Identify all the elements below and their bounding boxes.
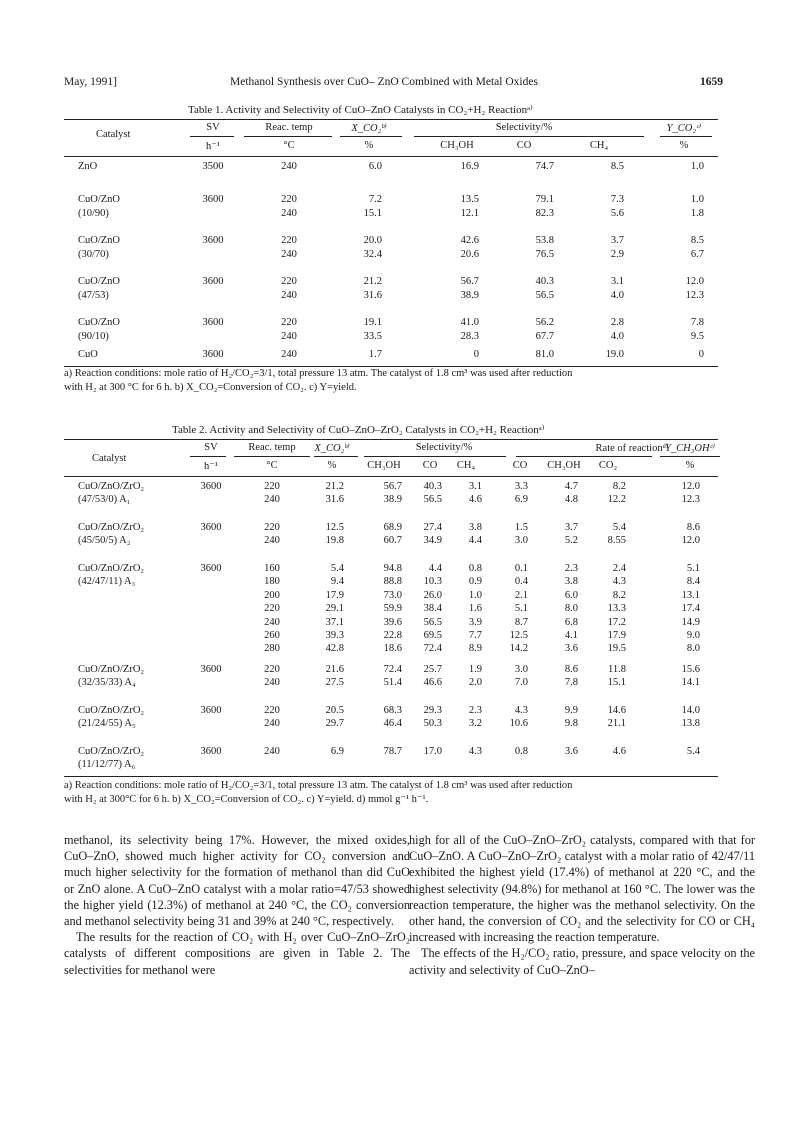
table1-cell-x: 32.4: [363, 248, 382, 260]
table2-cell-sv: 3600: [200, 746, 222, 757]
table2-cell-r_ch3oh: 2.3: [564, 563, 578, 574]
table2-top-rule: [64, 439, 718, 440]
table2-cell-x: 29.7: [325, 718, 344, 730]
table2-cell-r_co2: 13.3: [607, 603, 626, 615]
table2-cell-temp: 240: [264, 616, 280, 628]
table2-cell-s_ch4: 3.2: [468, 718, 482, 730]
table1-cell-y: 0: [698, 349, 704, 360]
table2-cell-s_co: 25.7: [423, 664, 442, 675]
table1-cell-ch3oh: 16.9: [460, 161, 479, 172]
table2-cell-x: 31.6: [325, 494, 344, 506]
table2-cell-x: 42.8: [325, 643, 344, 655]
table2-cell-s_ch3oh: 38.9: [383, 494, 402, 506]
table2-cell-s_ch4: 1.9: [468, 664, 482, 675]
t1-head-selectivity: Selectivity/%: [495, 122, 553, 133]
table2-cell-y: 12.0: [681, 535, 700, 547]
table2-cell-sv: 3600: [200, 664, 222, 675]
table2-cell-temp: 200: [264, 589, 280, 601]
table2-cell-y: 13.8: [681, 718, 700, 730]
t2-head-xco2: X_CO₂ᵇ⁾: [314, 443, 350, 454]
table1-cell-co: 56.2: [535, 317, 554, 328]
table2-cell-r_co2: 8.55: [607, 535, 626, 547]
table1-cell-co: 40.3: [535, 276, 554, 287]
table2-cell-r_co2: 17.9: [607, 630, 626, 641]
table2-cell-r_co: 12.5: [509, 630, 528, 641]
table1-cell-catalyst: (47/53): [78, 289, 109, 301]
body-left-column: [64, 832, 410, 978]
table2-cell-catalyst: (47/53/0) A₁: [78, 494, 131, 506]
table1-cell-ch4: 2.8: [610, 317, 624, 328]
t2-head-temp-unit: °C: [266, 460, 278, 471]
table2-cell-r_co2: 14.6: [607, 705, 626, 716]
table1-cell-y: 8.5: [690, 235, 704, 246]
t2-head-r-co2: CO₂: [598, 460, 618, 471]
t2-head-sv-unit: h⁻¹: [204, 461, 218, 472]
table1-cell-ch3oh: 41.0: [460, 317, 479, 328]
table2-cell-catalyst: CuO/ZnO/ZrO₂: [78, 522, 145, 533]
table1-cell-ch3oh: 42.6: [460, 235, 479, 246]
table2-cell-s_ch4: 3.8: [468, 522, 482, 533]
t2-head-sv: SV: [204, 442, 218, 453]
table2-cell-r_ch3oh: 5.2: [564, 535, 578, 547]
table2-cell-s_co: 46.6: [423, 677, 442, 689]
table2-cell-s_co: 56.5: [423, 494, 442, 506]
table2-cell-y: 14.0: [681, 705, 700, 716]
table2-cell-r_co2: 5.4: [612, 522, 626, 533]
table2-cell-temp: 180: [264, 576, 280, 588]
t2-head-r-co: CO: [512, 460, 528, 471]
table2-cell-s_co: 27.4: [423, 522, 442, 533]
t1-head-sv-unit: h⁻¹: [206, 141, 220, 152]
table2-cell-r_ch3oh: 3.7: [564, 522, 578, 533]
table2-cell-x: 9.4: [330, 576, 344, 588]
t2-head-rate: Rate of reactionᵈ⁾: [595, 443, 669, 454]
table2-cell-s_co: 17.0: [423, 746, 442, 757]
table1-cell-y: 12.0: [685, 276, 704, 287]
body-paragraph: high for all of the CuO–ZnO–ZrO₂ catalysts, compared with that for CuO–ZnO. A CuO–ZnO–ZrO₂ catalyst with a molar ratio of 42/47/11 exhibited the highest yield (17.4%) of methanol at 220 °C, and the highest selectivity (94.8%) for methanol at 160 °C. The lower was the reaction temperature, the higher was the methanol selectivity. On the other hand, the conversion of CO₂ and the selectivity for CO or CH₄ increased with increasing the reaction temperature.: [409, 833, 755, 945]
table2-cell-s_ch3oh: 78.7: [383, 746, 402, 757]
table1-cell-ch3oh: 28.3: [460, 330, 479, 342]
table2-cell-y: 8.0: [686, 643, 700, 655]
table2-cell-sv: 3600: [200, 563, 222, 574]
table2-cell-x: 19.8: [325, 535, 344, 547]
table1-cell-temp: 240: [281, 161, 297, 172]
table2-cell-r_ch3oh: 3.6: [564, 746, 578, 757]
table2-cell-y: 5.4: [686, 746, 700, 757]
table2-cell-s_ch3oh: 94.8: [383, 563, 402, 574]
table2-cell-s_ch3oh: 51.4: [383, 677, 402, 689]
table2-cell-s_co: 72.4: [423, 643, 442, 655]
table2-cell-s_ch4: 3.9: [468, 616, 482, 628]
table2-cell-r_co: 7.0: [514, 677, 528, 689]
table2-cell-s_co: 26.0: [423, 589, 442, 601]
table2-cell-catalyst: CuO/ZnO/ZrO₂: [78, 563, 145, 574]
table2-title: Table 2. Activity and Selectivity of CuO–ZnO–ZrO₂ Catalysts in CO₂+H₂ Reactionᵃ⁾: [172, 424, 545, 436]
table2-cell-catalyst: (11/12/77) A₆: [78, 759, 136, 771]
table2-cell-sv: 3600: [200, 481, 222, 492]
table2-cell-y: 14.9: [681, 616, 700, 628]
table1-cell-x: 21.2: [363, 276, 382, 287]
table1-cell-x: 19.1: [363, 317, 382, 328]
table2-cell-y: 8.6: [686, 522, 700, 533]
table1-cell-ch4: 7.3: [610, 194, 624, 205]
table2-cell-r_ch3oh: 8.0: [564, 603, 578, 615]
table2-cell-y: 12.3: [681, 494, 700, 506]
table2-cell-s_ch4: 2.0: [468, 677, 482, 689]
table1-cell-co: 76.5: [535, 248, 554, 260]
table1-cell-ch4: 19.0: [605, 349, 624, 360]
table2-cell-temp: 160: [264, 563, 280, 574]
table2-cell-r_ch3oh: 6.8: [564, 616, 578, 628]
t2-head-r-ch3oh: CH₃OH: [547, 460, 581, 471]
table2-cell-r_ch3oh: 4.7: [564, 481, 578, 492]
t1-head-temp-unit: °C: [283, 140, 295, 151]
table1-cell-ch4: 5.6: [610, 207, 624, 219]
table2-cell-temp: 240: [264, 677, 280, 689]
table1-cell-x: 33.5: [363, 330, 382, 342]
table2-cell-r_co2: 8.2: [612, 481, 626, 492]
table1-cell-ch4: 3.7: [610, 235, 624, 246]
table2-cell-x: 27.5: [325, 677, 344, 689]
table2-cell-s_ch3oh: 18.6: [383, 643, 402, 655]
table2-cell-r_co2: 19.5: [607, 643, 626, 655]
table2-cell-x: 12.5: [325, 522, 344, 533]
t2-head-x-unit: %: [327, 460, 337, 471]
table2-cell-x: 29.1: [325, 603, 344, 615]
table2-cell-catalyst: (42/47/11) A₃: [78, 576, 136, 588]
t2-head-ych3oh: Y_CH₃OHᶜ⁾: [665, 443, 715, 454]
table2-cell-temp: 220: [264, 481, 280, 492]
table2-cell-s_ch3oh: 88.8: [383, 576, 402, 588]
t1-head-catalyst: Catalyst: [96, 129, 131, 140]
table2-cell-r_ch3oh: 7.8: [564, 677, 578, 689]
table2-cell-r_co2: 8.2: [612, 589, 626, 601]
t1-head-co: CO: [516, 140, 532, 151]
table1-cell-catalyst: CuO/ZnO: [78, 235, 120, 246]
table2-cell-r_co: 3.0: [514, 664, 528, 675]
table1-cell-co: 74.7: [535, 161, 554, 172]
table2-cell-s_ch3oh: 73.0: [383, 589, 402, 601]
table2-cell-s_ch4: 8.9: [468, 643, 482, 655]
table1-cell-y: 1.0: [690, 194, 704, 205]
table1-cell-sv: 3500: [202, 161, 224, 172]
body-paragraph: The results for the reaction of CO₂ with H₂ over CuO–ZnO–ZrO₂ catalysts of different compositions are given in Table 2. The selectivities for methanol were: [64, 930, 410, 977]
table2-cell-s_co: 38.4: [423, 603, 442, 615]
table2-cell-catalyst: CuO/ZnO/ZrO₂: [78, 481, 145, 492]
table2-cell-y: 17.4: [681, 603, 700, 615]
table1-cell-catalyst: (30/70): [78, 248, 109, 260]
t1-head-x-unit: %: [364, 140, 374, 151]
table1-cell-temp: 240: [281, 248, 297, 260]
table1-cell-catalyst: CuO/ZnO: [78, 276, 120, 287]
table1-cell-co: 81.0: [535, 349, 554, 360]
table2-cell-y: 15.6: [681, 664, 700, 675]
table1-cell-ch4: 3.1: [610, 276, 624, 287]
table2-cell-temp: 240: [264, 494, 280, 506]
table2-cell-x: 6.9: [330, 746, 344, 757]
table2-cell-s_ch3oh: 68.3: [383, 705, 402, 716]
table1-footnote-2: with H₂ at 300 °C for 6 h. b) X_CO₂=Conversion of CO₂. c) Y=yield.: [64, 382, 357, 393]
table2-cell-s_ch3oh: 68.9: [383, 522, 402, 533]
table2-cell-y: 5.1: [686, 563, 700, 574]
body-right-column: [409, 832, 755, 978]
table2-cell-s_ch4: 0.8: [468, 563, 482, 574]
table2-cell-r_co: 14.2: [509, 643, 528, 655]
t2-head-temp: Reac. temp: [248, 442, 296, 453]
table2-cell-x: 37.1: [325, 616, 344, 628]
table1-cell-x: 20.0: [363, 235, 382, 246]
table2-cell-r_ch3oh: 8.6: [564, 664, 578, 675]
table1-cell-ch3oh: 20.6: [460, 248, 479, 260]
t2-head-s-co: CO: [422, 460, 438, 471]
table2-cell-s_ch4: 1.6: [468, 603, 482, 615]
table1-cell-temp: 240: [281, 349, 297, 360]
table1-cell-x: 7.2: [368, 194, 382, 205]
table1-cell-ch4: 4.0: [610, 330, 624, 342]
table2-cell-catalyst: (32/35/33) A₄: [78, 677, 136, 689]
t1-head-xco2: X_CO₂ᵇ⁾: [351, 123, 387, 134]
table2-cell-x: 21.2: [325, 481, 344, 492]
table2-cell-s_ch4: 7.7: [468, 630, 482, 641]
table1-cell-temp: 220: [281, 276, 297, 287]
table2-cell-temp: 260: [264, 630, 280, 641]
table2-cell-s_ch3oh: 72.4: [383, 664, 402, 675]
page-number: 1659: [700, 76, 723, 88]
t2-head-catalyst: Catalyst: [92, 453, 127, 464]
table2-cell-r_ch3oh: 9.9: [564, 705, 578, 716]
table2-cell-r_co: 0.1: [514, 563, 528, 574]
table2-cell-r_co: 3.3: [514, 481, 528, 492]
body-paragraph: The effects of the H₂/CO₂ ratio, pressure, and space velocity on the activity and selectivity of CuO–ZnO–: [409, 946, 755, 977]
table2-cell-s_ch4: 4.3: [468, 746, 482, 757]
table2-cell-temp: 240: [264, 746, 280, 757]
table2-cell-r_ch3oh: 3.8: [564, 576, 578, 588]
running-title: Methanol Synthesis over CuO– ZnO Combined with Metal Oxides: [230, 76, 538, 88]
table2-cell-x: 21.6: [325, 664, 344, 675]
table2-cell-y: 12.0: [681, 481, 700, 492]
table1-cell-y: 7.8: [690, 317, 704, 328]
table2-cell-y: 14.1: [681, 677, 700, 689]
table2-cell-r_ch3oh: 3.6: [564, 643, 578, 655]
table1-cell-y: 6.7: [690, 248, 704, 260]
t1-head-ch3oh: CH₃OH: [440, 140, 474, 151]
table2-footnote-1: a) Reaction conditions: mole ratio of H₂/CO₂=3/1, total pressure 13 atm. The catalyst of 1.8 cm³ was used after reduction: [64, 780, 573, 791]
table2-cell-s_co: 34.9: [423, 535, 442, 547]
table2-cell-r_co: 1.5: [514, 522, 528, 533]
table2-cell-r_co2: 2.4: [612, 563, 626, 574]
table2-cell-temp: 220: [264, 603, 280, 615]
table2-cell-s_co: 56.5: [423, 616, 442, 628]
table2-cell-r_co: 10.6: [509, 718, 528, 730]
table2-cell-s_co: 29.3: [423, 705, 442, 716]
table1-cell-temp: 240: [281, 207, 297, 219]
table1-cell-catalyst: CuO/ZnO: [78, 194, 120, 205]
t2-head-selectivity: Selectivity/%: [415, 442, 473, 453]
body-paragraph: methanol, its selectivity being 17%. However, the mixed oxides, CuO–ZnO, showed much higher activity for CO₂ conversion and much higher selectivity for the formation of methanol than did CuO or ZnO alone. A CuO–ZnO catalyst with a molar ratio=47/53 showed the higher yield (12.3%) of methanol at 240 °C, the CO₂ conversion and methanol selectivity being 31 and 39% at 240 °C, respectively.: [64, 833, 410, 929]
table1-cell-y: 1.0: [690, 161, 704, 172]
table2-cell-s_ch3oh: 39.6: [383, 616, 402, 628]
t1-head-yco2: Y_CO₂ᶜ⁾: [666, 123, 702, 134]
table1-cell-x: 6.0: [368, 161, 382, 172]
t2-head-s-ch3oh: CH₃OH: [367, 460, 401, 471]
table2-cell-catalyst: (21/24/55) A₅: [78, 718, 136, 730]
table1-cell-temp: 240: [281, 289, 297, 301]
table2-cell-y: 13.1: [681, 589, 700, 601]
table1-cell-y: 9.5: [690, 330, 704, 342]
table1-cell-x: 31.6: [363, 289, 382, 301]
t1-head-y-unit: %: [679, 140, 689, 151]
table1-cell-ch3oh: 12.1: [460, 207, 479, 219]
table1-cell-ch3oh: 0: [473, 349, 479, 360]
table2-footnote-2: with H₂ at 300°C for 6 h. b) X_CO₂=Conversion of CO₂. c) Y=yield. d) mmol g⁻¹ h⁻¹.: [64, 794, 429, 805]
table2-cell-s_ch3oh: 56.7: [383, 481, 402, 492]
table1-cell-sv: 3600: [202, 194, 224, 205]
table2-cell-r_co2: 4.3: [612, 576, 626, 588]
table1-body: [64, 161, 718, 367]
table2-cell-s_ch3oh: 60.7: [383, 535, 402, 547]
table2-cell-s_co: 40.3: [423, 481, 442, 492]
table1-cell-x: 15.1: [363, 207, 382, 219]
table1-cell-y: 1.8: [690, 207, 704, 219]
table2-cell-temp: 240: [264, 718, 280, 730]
table2-cell-s_co: 4.4: [428, 563, 442, 574]
table2-cell-r_ch3oh: 6.0: [564, 589, 578, 601]
table2-cell-s_ch4: 4.4: [468, 535, 482, 547]
table1-cell-ch4: 8.5: [610, 161, 624, 172]
table2-cell-s_ch4: 4.6: [468, 494, 482, 506]
table2-cell-x: 39.3: [325, 630, 344, 641]
table2-cell-r_co: 3.0: [514, 535, 528, 547]
t1-head-temp: Reac. temp: [265, 122, 313, 133]
table1-cell-ch4: 4.0: [610, 289, 624, 301]
table2-cell-s_ch4: 0.9: [468, 576, 482, 588]
table1-cell-ch3oh: 38.9: [460, 289, 479, 301]
table1-cell-catalyst: (10/90): [78, 207, 109, 219]
table2-cell-x: 20.5: [325, 705, 344, 716]
table2-cell-r_co2: 15.1: [607, 677, 626, 689]
table2-cell-r_co: 4.3: [514, 705, 528, 716]
table2-cell-s_ch4: 2.3: [468, 705, 482, 716]
table2-cell-temp: 220: [264, 522, 280, 533]
table2-cell-catalyst: CuO/ZnO/ZrO₂: [78, 664, 145, 675]
table2-cell-r_co: 2.1: [514, 589, 528, 601]
table2-cell-r_ch3oh: 4.8: [564, 494, 578, 506]
table2-bottom-rule: [64, 776, 718, 777]
table2-cell-y: 9.0: [686, 630, 700, 641]
table1-cell-catalyst: ZnO: [78, 161, 98, 172]
table2-head: [64, 441, 718, 473]
table1-cell-ch4: 2.9: [610, 248, 624, 260]
t1-head-ch4: CH₄: [589, 140, 609, 151]
table1-cell-ch3oh: 13.5: [460, 194, 479, 205]
table2-cell-catalyst: (45/50/5) A₂: [78, 535, 131, 547]
table2-cell-catalyst: CuO/ZnO/ZrO₂: [78, 746, 145, 757]
table2-cell-r_ch3oh: 9.8: [564, 718, 578, 730]
table2-cell-s_ch4: 3.1: [468, 481, 482, 492]
table1-cell-sv: 3600: [202, 276, 224, 287]
table2-cell-s_ch3oh: 22.8: [383, 630, 402, 641]
table2-cell-x: 5.4: [330, 563, 344, 574]
table2-cell-r_co: 6.9: [514, 494, 528, 506]
table1-cell-ch3oh: 56.7: [460, 276, 479, 287]
table2-cell-r_co2: 11.8: [608, 664, 626, 675]
table2-cell-catalyst: CuO/ZnO/ZrO₂: [78, 705, 145, 716]
table2-cell-sv: 3600: [200, 522, 222, 533]
t1-head-sv: SV: [206, 122, 220, 133]
table2-cell-x: 17.9: [325, 589, 344, 601]
table2-cell-temp: 220: [264, 705, 280, 716]
table2-cell-s_ch3oh: 59.9: [383, 603, 402, 615]
table1-cell-temp: 220: [281, 235, 297, 246]
table1-cell-temp: 220: [281, 194, 297, 205]
table2-body: [64, 481, 718, 776]
table1-cell-temp: 220: [281, 317, 297, 328]
table1-cell-co: 56.5: [535, 289, 554, 301]
table2-cell-r_co: 0.8: [514, 746, 528, 757]
table1-cell-sv: 3600: [202, 317, 224, 328]
table1-cell-catalyst: CuO/ZnO: [78, 317, 120, 328]
table1-cell-sv: 3600: [202, 349, 224, 360]
table1-head-rule: [64, 156, 718, 157]
table2-cell-s_co: 50.3: [423, 718, 442, 730]
table2-cell-sv: 3600: [200, 705, 222, 716]
table2-cell-r_co2: 17.2: [607, 616, 626, 628]
table2-cell-r_co: 8.7: [514, 616, 528, 628]
table1-cell-catalyst: CuO: [78, 349, 98, 360]
table1-top-rule: [64, 119, 718, 120]
table2-head-rule: [64, 476, 718, 477]
table1-cell-y: 12.3: [685, 289, 704, 301]
table1-title: Table 1. Activity and Selectivity of CuO–ZnO Catalysts in CO₂+H₂ Reactionᵃ⁾: [188, 104, 533, 116]
table2-cell-temp: 240: [264, 535, 280, 547]
table1-footnote-1: a) Reaction conditions: mole ratio of H₂/CO₂=3/1, total pressure 13 atm. The catalyst of 1.8 cm³ was used after reduction: [64, 368, 573, 379]
table2-cell-s_co: 10.3: [423, 576, 442, 588]
table1-cell-catalyst: (90/10): [78, 330, 109, 342]
table1-cell-co: 82.3: [535, 207, 554, 219]
table1-cell-sv: 3600: [202, 235, 224, 246]
table2-cell-s_ch3oh: 46.4: [383, 718, 402, 730]
t2-head-s-ch4: CH₄: [456, 460, 476, 471]
table2-cell-y: 8.4: [686, 576, 700, 588]
header-date: May, 1991]: [64, 76, 117, 88]
table1-cell-co: 53.8: [535, 235, 554, 246]
table2-cell-r_co2: 12.2: [607, 494, 626, 506]
table2-cell-temp: 280: [264, 643, 280, 655]
table2-cell-temp: 220: [264, 664, 280, 675]
table1-cell-co: 67.7: [535, 330, 554, 342]
table2-cell-r_co: 5.1: [514, 603, 528, 615]
table2-cell-r_co2: 21.1: [607, 718, 626, 730]
t2-head-y-unit: %: [685, 460, 695, 471]
table1-cell-co: 79.1: [535, 194, 554, 205]
table2-cell-r_ch3oh: 4.1: [564, 630, 578, 641]
table2-cell-s_co: 69.5: [423, 630, 442, 641]
table2-cell-s_ch4: 1.0: [468, 589, 482, 601]
table2-cell-r_co2: 4.6: [612, 746, 626, 757]
table1-cell-temp: 240: [281, 330, 297, 342]
table2-cell-r_co: 0.4: [514, 576, 528, 588]
table1-cell-x: 1.7: [368, 349, 382, 360]
